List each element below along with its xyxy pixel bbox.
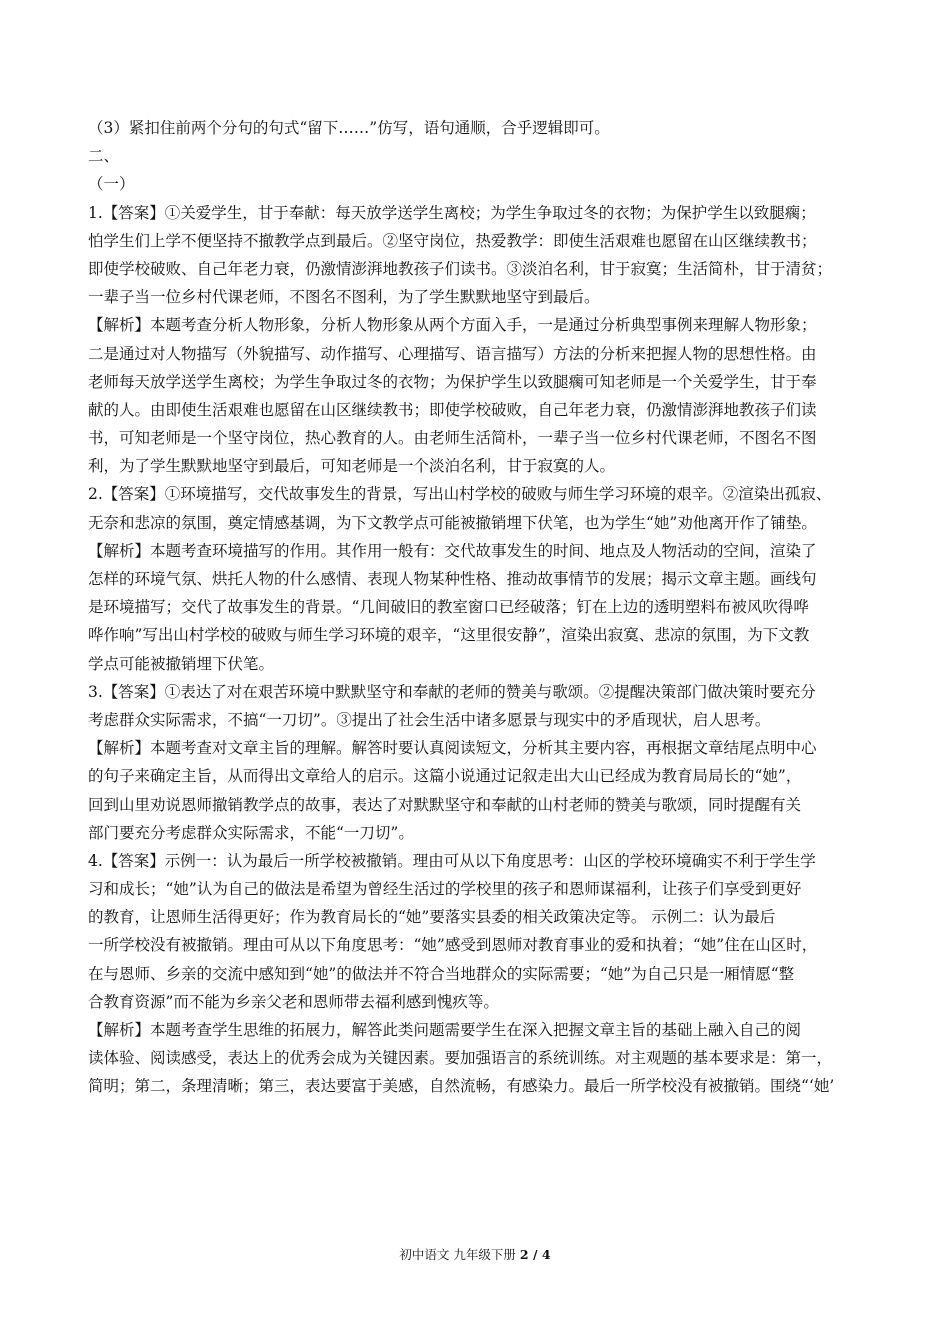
- text-line: （一）: [88, 175, 135, 194]
- text-line: 二、: [88, 147, 120, 166]
- page-number: 2 / 4: [519, 1247, 551, 1262]
- text-line: 1.【答案】①关爱学生，甘于奉献：每天放学送学生离校；为学生争取过冬的衣物；为保护学生以致腿瘸；: [88, 203, 816, 222]
- text-line: 【解析】本题考查对文章主旨的理解。解答时要认真阅读短文，分析其主要内容，再根据文章结尾点明中心: [88, 739, 817, 758]
- text-line: 在与恩师、乡亲的交流中感知到“她”的做法并不符合当地群众的实际需要；“她”为自己只是一厢情愿“整: [88, 964, 795, 983]
- text-line: 考虑群众实际需求，不搞“一刀切”。③提出了社会生活中诸多愿景与现实中的矛盾现状，启人思考。: [88, 710, 771, 729]
- text-line: 习和成长；“她”认为自己的做法是希望为曾经生活过的学校里的孩子和恩师谋福利，让孩子们享受到更好: [88, 880, 802, 899]
- text-line: 【解析】本题考查分析人物形象，分析人物形象从两个方面入手，一是通过分析典型事例来理解人物形象；: [88, 316, 817, 335]
- text-line: 2.【答案】①环境描写，交代故事发生的背景，写出山村学校的破败与师生学习环境的艰辛。②渲染出孤寂、: [88, 485, 832, 504]
- text-line: 学点可能被撤销埋下伏笔。: [88, 654, 275, 673]
- text-line: 简明；第二，条理清晰；第三，表达要富于美感，自然流畅，有感染力。最后一所学校没有被撤销。围绕“‘她’: [88, 1077, 835, 1096]
- text-line: （3）紧扣住前两个分句的句式“留下……”仿写，语句通顺，合乎逻辑即可。: [88, 119, 610, 137]
- text-line: 二是通过对人物描写（外貌描写、动作描写、心理描写、语言描写）方法的分析来把握人物的思想性格。由: [88, 344, 817, 363]
- text-line: 一所学校没有被撤销。理由可从以下角度思考：“她”感受到恩师对教育事业的爱和执着；“她”住在山区时，: [88, 936, 818, 955]
- document-body: [88, 114, 864, 1101]
- text-line: 4.【答案】示例一：认为最后一所学校被撤销。理由可从以下角度思考：山区的学校环境确实不利于学生学: [88, 851, 816, 870]
- text-line: 的句子来确定主旨，从而得出文章给人的启示。这篇小说通过记叙走出大山已经成为教育局局长的“她”，: [88, 767, 802, 786]
- text-line: 回到山里劝说恩师撤销教学点的故事，表达了对默默坚守和奉献的山村老师的赞美与歌颂，同时提醒有关: [88, 795, 802, 814]
- text-line: 利，为了学生默默地坚守到最后，可知老师是一个淡泊名利，甘于寂寞的人。: [88, 457, 616, 476]
- text-line: 哗作响”写出山村学校的破败与师生学习环境的艰辛，“这里很安静”，渲染出寂寞、悲凉的氛围，为下文教: [88, 626, 810, 645]
- text-line: 老师每天放学送学生离校；为学生争取过冬的衣物；为保护学生以致腿瘸可知老师是一个关爱学生，甘于奉: [88, 372, 817, 391]
- text-line: 无奈和悲凉的氛围，奠定情感基调，为下文教学点可能被撤销埋下伏笔，也为学生“她”劝他离开作了铺垫。: [88, 513, 817, 532]
- text-line: 3.【答案】①表达了对在艰苦环境中默默坚守和奉献的老师的赞美与歌颂。②提醒决策部门做决策时要充分: [88, 682, 816, 701]
- text-line: 怕学生们上学不便坚持不撤教学点到最后。②坚守岗位，热爱教学：即使生活艰难也愿留在山区继续教书；: [88, 231, 817, 250]
- text-line: 一辈子当一位乡村代课老师，不图名不图利，为了学生默默地坚守到最后。: [88, 288, 600, 307]
- text-line: 部门要充分考虑群众实际需求，不能“一刀切”。: [88, 823, 414, 842]
- text-line: 献的人。由即使生活艰难也愿留在山区继续教书；即使学校破败，自己年老力衰，仍激情澎湃地教孩子们读: [88, 400, 817, 419]
- text-line: 怎样的环境气氛、烘托人物的什么感情、表现人物某种性格、推动故事情节的发展；揭示文章主题。画线句: [88, 570, 817, 588]
- text-line: 即使学校破败、自己年老力衰，仍激情澎湃地教孩子们读书。③淡泊名利，甘于寂寞；生活简朴，甘于清贫；: [88, 259, 833, 278]
- page-footer: [0, 1246, 950, 1264]
- text-line: 【解析】本题考查环境描写的作用。其作用一般有：交代故事发生的时间、地点及人物活动的空间，渲染了: [88, 541, 817, 560]
- footer-label: 初中语文 九年级下册: [399, 1247, 516, 1262]
- text-line: 是环境描写；交代了故事发生的背景。“几间破旧的教室窗口已经破落；钉在上边的透明塑料布被风吹得哗: [88, 598, 809, 617]
- text-line: 的教育，让恩师生活得更好；作为教育局长的“她”要落实县委的相关政策决定等。 示例二：认为最后: [88, 908, 776, 927]
- text-line: 合教育资源”而不能为乡亲父老和恩师带去福利感到愧疚等。: [88, 992, 499, 1011]
- text-line: 读体验、阅读感受，表达上的优秀会成为关键因素。要加强语言的系统训练。对主观题的基本要求是：第一，: [88, 1049, 833, 1068]
- text-line: 【解析】本题考查学生思维的拓展力，解答此类问题需要学生在深入把握文章主旨的基础上融入自己的阅: [88, 1021, 802, 1039]
- text-line: 书，可知老师是一个坚守岗位，热心教育的人。由老师生活简朴，一辈子当一位乡村代课老师，不图名不图: [88, 429, 817, 448]
